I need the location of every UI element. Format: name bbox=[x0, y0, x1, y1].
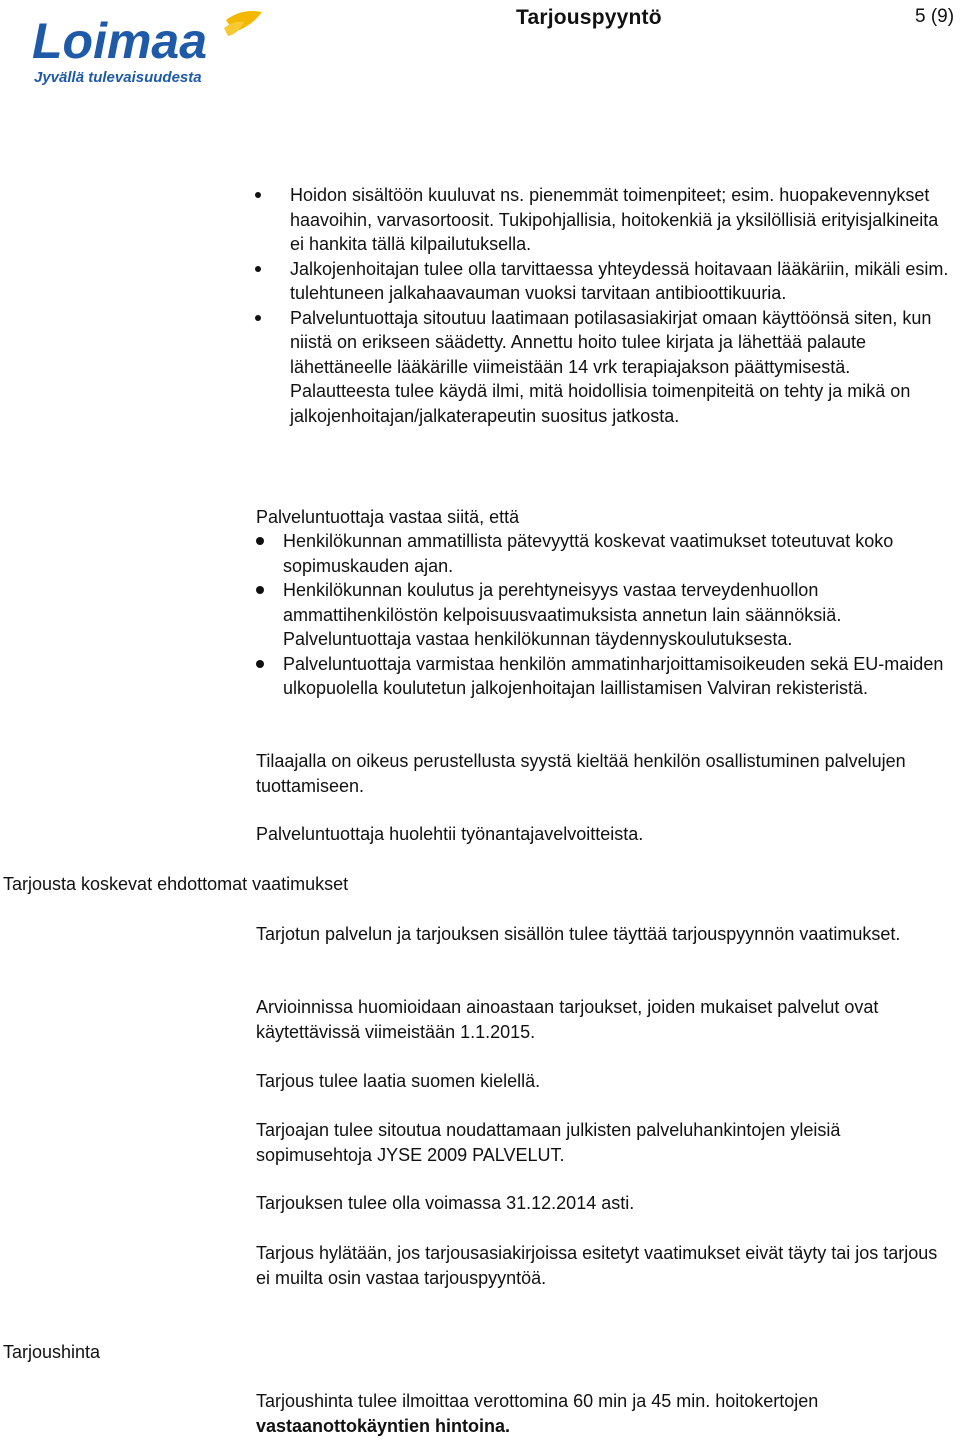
section-label-requirements: Tarjousta koskevat ehdottomat vaatimukset bbox=[3, 874, 349, 894]
price-paragraph bbox=[256, 1389, 956, 1438]
price-text-bold: vastaanottokäyntien hintoina. bbox=[256, 1415, 511, 1436]
service-content-list bbox=[290, 183, 950, 428]
responsibility-intro: Palveluntuottaja vastaa siitä, että bbox=[256, 507, 520, 527]
list-item: Henkilökunnan ammatillista pätevyyttä koskevat vaatimukset toteutuvat koko sopimuskauden ajan. bbox=[283, 529, 958, 578]
requirement-paragraph: Tarjous tulee laatia suomen kielellä. bbox=[256, 1071, 541, 1091]
list-item: Henkilökunnan koulutus ja perehtyneisyys vastaa terveydenhuollon ammattihenkilöstön kelpoisuusvaatimuksista annetun lain säännöksiä. Palveluntuottaja vastaa henkilökunnan täydennyskoulutuksesta. bbox=[283, 578, 958, 652]
responsibility-list bbox=[283, 529, 958, 701]
loimaa-logo bbox=[30, 6, 270, 86]
requirement-paragraph: Tarjous hylätään, jos tarjousasiakirjoissa esitetyt vaatimukset eivät täyty tai jos tarjous ei muilta osin vastaa tarjouspyyntöä. bbox=[256, 1243, 938, 1288]
price-text: Tarjoushinta tulee ilmoittaa verottomina 60 min ja 45 min. hoitokertojen bbox=[256, 1391, 819, 1411]
logo-tagline: Jyvällä tulevaisuudesta bbox=[34, 69, 202, 86]
list-item: Palveluntuottaja sitoutuu laatimaan potilasasiakirjat omaan käyttöönsä siten, kun niistä on erikseen säädetty. Annettu hoito tulee kirjata ja lähettää palaute lähettäneelle lääkärille viimeistään 14 vrk terapiajakson päättymisestä. Palautteesta tulee käydä ilmi, mitä hoidollisia toimenpiteitä on tehty ja mikä on jalkojenhoitajan/jalkaterapeutin suositus jatkosta. bbox=[290, 306, 950, 429]
section-label-price: Tarjoushinta bbox=[3, 1342, 101, 1362]
page-number: 5 (9) bbox=[915, 6, 955, 27]
exclusion-paragraph: Tilaajalla on oikeus perustellusta syystä kieltää henkilön osallistuminen palvelujen tuottamiseen. bbox=[256, 751, 906, 796]
requirement-paragraph: Tarjotun palvelun ja tarjouksen sisällön tulee täyttää tarjouspyynnön vaatimukset. bbox=[256, 924, 901, 944]
list-item: Palveluntuottaja varmistaa henkilön ammatinharjoittamisoikeuden sekä EU-maiden ulkopuolella koulutetun jalkojenhoitajan laillistamisen Valviran rekisteristä. bbox=[283, 652, 958, 701]
requirement-paragraph: Tarjoajan tulee sitoutua noudattamaan julkisten palveluhankintojen yleisiä sopimusehtoja JYSE 2009 PALVELUT. bbox=[256, 1120, 841, 1165]
document-title: Tarjouspyyntö bbox=[516, 6, 662, 29]
requirement-paragraph: Arvioinnissa huomioidaan ainoastaan tarjoukset, joiden mukaiset palvelut ovat käytettävissä viimeistään 1.1.2015. bbox=[256, 997, 879, 1042]
list-item: Hoidon sisältöön kuuluvat ns. pienemmät toimenpiteet; esim. huopakevennykset haavoihin, varvasortoosit. Tukipohjallisia, hoitokenkiä ja yksilöllisiä erityisjalkineita ei hankita tällä kilpailutuksella. bbox=[290, 183, 950, 257]
requirement-paragraph: Tarjouksen tulee olla voimassa 31.12.2014 asti. bbox=[256, 1193, 635, 1213]
employer-obligations-paragraph: Palveluntuottaja huolehtii työnantajavelvoitteista. bbox=[256, 824, 644, 844]
list-item: Jalkojenhoitajan tulee olla tarvittaessa yhteydessä hoitavaan lääkäriin, mikäli esim. tulehtuneen jalkahaavauman vuoksi tarvitaan antibioottikuuria. bbox=[290, 257, 950, 306]
svg-text:Loimaa: Loimaa bbox=[32, 13, 208, 69]
